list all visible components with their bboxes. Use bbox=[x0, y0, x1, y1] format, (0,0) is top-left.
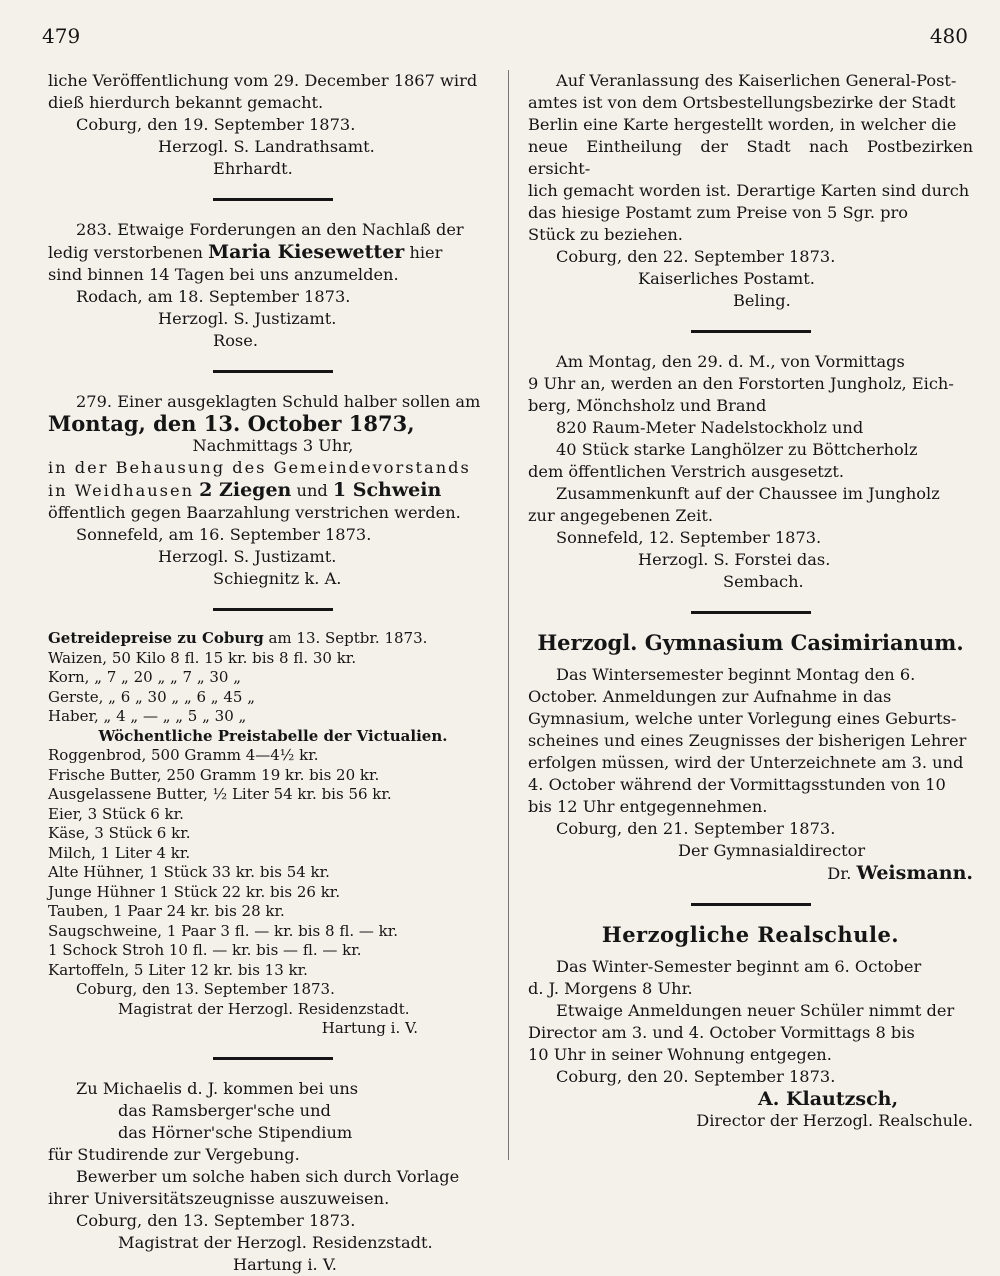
price-title bbox=[48, 629, 498, 649]
signature: Hartung i. V. bbox=[233, 1254, 337, 1274]
authority: Kaiserliches Postamt. bbox=[638, 269, 815, 288]
separator-rule bbox=[691, 903, 811, 906]
separator-rule bbox=[213, 608, 333, 611]
authority: Magistrat der Herzogl. Residenzstadt. bbox=[118, 1232, 433, 1252]
place-date: Coburg, den 20. September 1873. bbox=[556, 1067, 836, 1086]
text-line: öffentlich gegen Baarzahlung verstrichen werden. bbox=[48, 503, 461, 522]
section-heading: Herzogl. Gymnasium Casimirianum. bbox=[537, 630, 964, 655]
highlight-name: Maria Kiesewetter bbox=[208, 241, 405, 263]
text-line: in der Behausung des Gemeindevorstands bbox=[48, 458, 471, 477]
left-column bbox=[48, 70, 498, 1276]
authority: Der Gymnasialdirector bbox=[678, 841, 866, 860]
notice-realschule bbox=[528, 924, 973, 1132]
authority: Director der Herzogl. Realschule. bbox=[696, 1111, 973, 1130]
text-line: 10 Uhr in seiner Wohnung entgegen. bbox=[528, 1045, 832, 1064]
text-line: Das Wintersemester beginnt Montag den 6. bbox=[556, 665, 916, 684]
price-table bbox=[48, 629, 498, 1039]
separator-rule bbox=[213, 370, 333, 373]
text-line: erfolgen müssen, wird der Unterzeichnete am 3. und bbox=[528, 753, 964, 772]
signature: Schiegnitz k. A. bbox=[213, 569, 342, 588]
text-line bbox=[48, 241, 498, 264]
title-prefix: Dr. bbox=[827, 864, 852, 883]
price-row: Roggenbrod, 500 Gramm 4—4½ kr. bbox=[48, 746, 319, 764]
price-row: Waizen, 50 Kilo 8 fl. 15 kr. bis 8 fl. 30 kr. bbox=[48, 648, 357, 667]
text-line: Stück zu beziehen. bbox=[528, 225, 683, 244]
text-line: dieß hierdurch bekannt gemacht. bbox=[48, 93, 324, 112]
page-number-right: 480 bbox=[929, 24, 968, 48]
authority: Herzogl. S. Justizamt. bbox=[158, 309, 337, 328]
text-line: lich gemacht worden ist. Derartige Karten sind durch bbox=[528, 181, 970, 200]
text-line: bis 12 Uhr entgegennehmen. bbox=[528, 797, 768, 816]
authority: Magistrat der Herzogl. Residenzstadt. bbox=[118, 999, 410, 1018]
text-line: Zu Michaelis d. J. kommen bei uns bbox=[76, 1078, 359, 1098]
price-title-victualien: Wöchentliche Preistabelle der Victualien. bbox=[98, 726, 448, 745]
text-fragment: in Weidhausen bbox=[48, 481, 194, 500]
text-line: 820 Raum-Meter Nadelstockholz und bbox=[556, 418, 864, 437]
text-line: d. J. Morgens 8 Uhr. bbox=[528, 979, 693, 998]
text-line: ihrer Universitätszeugnisse auszuweisen. bbox=[48, 1188, 390, 1208]
text-fragment: und bbox=[296, 481, 328, 500]
text-line: Zusammenkunft auf der Chaussee im Jungholz bbox=[556, 484, 940, 503]
signature: Rose. bbox=[213, 331, 258, 350]
place-date: Coburg, den 13. September 1873. bbox=[76, 980, 335, 998]
spacer bbox=[528, 654, 973, 664]
notice-gymnasium bbox=[528, 632, 973, 885]
price-row: Käse, 3 Stück 6 kr. bbox=[48, 824, 191, 842]
auction-date: Montag, den 13. October 1873, bbox=[48, 411, 415, 436]
price-row: Gerste, „ 6 „ 30 „ „ 6 „ 45 „ bbox=[48, 687, 255, 706]
signature: Hartung i. V. bbox=[321, 1019, 418, 1037]
text-fragment: ledig verstorbenen bbox=[48, 243, 203, 262]
text-line: sind binnen 14 Tagen bei uns anzumelden. bbox=[48, 265, 399, 284]
price-row: Korn, „ 7 „ 20 „ „ 7 „ 30 „ bbox=[48, 668, 242, 686]
price-row: Frische Butter, 250 Gramm 19 kr. bis 20 kr. bbox=[48, 765, 380, 784]
place-date: Coburg, den 22. September 1873. bbox=[556, 247, 836, 266]
price-row: Milch, 1 Liter 4 kr. bbox=[48, 843, 191, 862]
notice-forstei bbox=[528, 351, 973, 593]
text-line: Berlin eine Karte hergestellt worden, in welcher die bbox=[528, 115, 957, 134]
authority: Herzogl. S. Forstei das. bbox=[638, 550, 831, 569]
price-row: Haber, „ 4 „ — „ „ 5 „ 30 „ bbox=[48, 707, 247, 725]
text-line: 279. Einer ausgeklagten Schuld halber sollen am bbox=[76, 392, 481, 411]
heading-text: Getreidepreise zu Coburg bbox=[48, 629, 264, 647]
notice-postamt bbox=[528, 70, 973, 312]
signature: Beling. bbox=[733, 291, 791, 310]
text-line: das Ramsberger'sche und bbox=[118, 1100, 331, 1120]
text-line: neue Eintheilung der Stadt nach Postbezirken ersicht- bbox=[528, 137, 973, 178]
text-line: das hiesige Postamt zum Preise von 5 Sgr. pro bbox=[528, 203, 908, 222]
text-line: 4. October während der Vormittagsstunden von 10 bbox=[528, 775, 946, 794]
place-date: Coburg, den 21. September 1873. bbox=[556, 819, 836, 838]
place-date: Sonnefeld, am 16. September 1873. bbox=[76, 525, 372, 544]
text-fragment: hier bbox=[409, 243, 443, 262]
column-divider bbox=[508, 70, 509, 1160]
spacer bbox=[528, 946, 973, 956]
signature bbox=[528, 862, 973, 885]
price-row: Kartoffeln, 5 Liter 12 kr. bis 13 kr. bbox=[48, 960, 308, 979]
signature-name: Weismann. bbox=[856, 862, 973, 884]
place-date: Rodach, am 18. September 1873. bbox=[76, 287, 351, 306]
text-line: liche Veröffentlichung vom 29. December 1867 wird bbox=[48, 71, 478, 90]
separator-rule bbox=[691, 611, 811, 614]
text-line: Etwaige Anmeldungen neuer Schüler nimmt der bbox=[556, 1001, 955, 1020]
price-row: Junge Hühner 1 Stück 22 kr. bis 26 kr. bbox=[48, 882, 341, 901]
text-line: 283. Etwaige Forderungen an den Nachlaß der bbox=[76, 220, 464, 239]
section-heading: Herzogliche Realschule. bbox=[601, 922, 900, 947]
text-line: amtes ist von dem Ortsbestellungsbezirke der Stadt bbox=[528, 93, 956, 112]
highlight-item: 2 Ziegen bbox=[199, 479, 292, 501]
text-line: Gymnasium, welche unter Vorlegung eines Geburts- bbox=[528, 709, 957, 728]
place-date: Sonnefeld, 12. September 1873. bbox=[556, 528, 822, 547]
signature: Ehrhardt. bbox=[213, 159, 293, 178]
signature-name: A. Klautzsch, bbox=[758, 1088, 899, 1110]
date-text: am 13. Septbr. 1873. bbox=[268, 629, 428, 647]
price-row: Alte Hühner, 1 Stück 33 kr. bis 54 kr. bbox=[48, 863, 330, 881]
price-row: 1 Schock Stroh 10 fl. — kr. bis — fl. — kr. bbox=[48, 941, 362, 959]
signature: Sembach. bbox=[723, 572, 804, 591]
price-row: Eier, 3 Stück 6 kr. bbox=[48, 804, 184, 823]
text-line: Bewerber um solche haben sich durch Vorlage bbox=[76, 1166, 460, 1186]
place-date: Coburg, den 13. September 1873. bbox=[76, 1210, 356, 1230]
authority: Herzogl. S. Landrathsamt. bbox=[158, 137, 375, 156]
text-line: Am Montag, den 29. d. M., von Vormittags bbox=[556, 352, 905, 371]
text-line: Nachmittags 3 Uhr, bbox=[192, 436, 354, 455]
price-row: Ausgelassene Butter, ½ Liter 54 kr. bis 56 kr. bbox=[48, 785, 392, 803]
text-line: Das Winter-Semester beginnt am 6. October bbox=[556, 957, 922, 976]
price-row: Tauben, 1 Paar 24 kr. bis 28 kr. bbox=[48, 902, 285, 920]
right-column bbox=[528, 70, 973, 1132]
authority: Herzogl. S. Justizamt. bbox=[158, 547, 337, 566]
separator-rule bbox=[213, 1057, 333, 1060]
notice-landrathsamt bbox=[48, 70, 498, 180]
price-row: Saugschweine, 1 Paar 3 fl. — kr. bis 8 fl. — kr. bbox=[48, 921, 399, 940]
notice-279 bbox=[48, 391, 498, 590]
separator-rule bbox=[213, 198, 333, 201]
place-date: Coburg, den 19. September 1873. bbox=[76, 115, 356, 134]
text-line: das Hörner'sche Stipendium bbox=[118, 1122, 353, 1142]
notice-stipendium bbox=[48, 1078, 498, 1276]
text-line: Director am 3. und 4. October Vormittags 8 bis bbox=[528, 1023, 915, 1042]
text-line: für Studirende zur Vergebung. bbox=[48, 1144, 300, 1164]
text-line bbox=[48, 479, 498, 502]
text-line: scheines und eines Zeugnisses der bisherigen Lehrer bbox=[528, 731, 967, 750]
text-line: dem öffentlichen Verstrich ausgesetzt. bbox=[528, 462, 844, 481]
text-line: 40 Stück starke Langhölzer zu Böttcherholz bbox=[556, 440, 918, 459]
separator-rule bbox=[691, 330, 811, 333]
text-line: Auf Veranlassung des Kaiserlichen General-Post- bbox=[556, 71, 957, 90]
text-line: 9 Uhr an, werden an den Forstorten Jungholz, Eich- bbox=[528, 374, 954, 393]
notice-283 bbox=[48, 219, 498, 352]
highlight-item: 1 Schwein bbox=[332, 479, 442, 501]
text-line: October. Anmeldungen zur Aufnahme in das bbox=[528, 687, 892, 706]
text-line: berg, Mönchsholz und Brand bbox=[528, 396, 767, 415]
page-number-left: 479 bbox=[42, 24, 81, 48]
text-line: zur angegebenen Zeit. bbox=[528, 506, 713, 525]
